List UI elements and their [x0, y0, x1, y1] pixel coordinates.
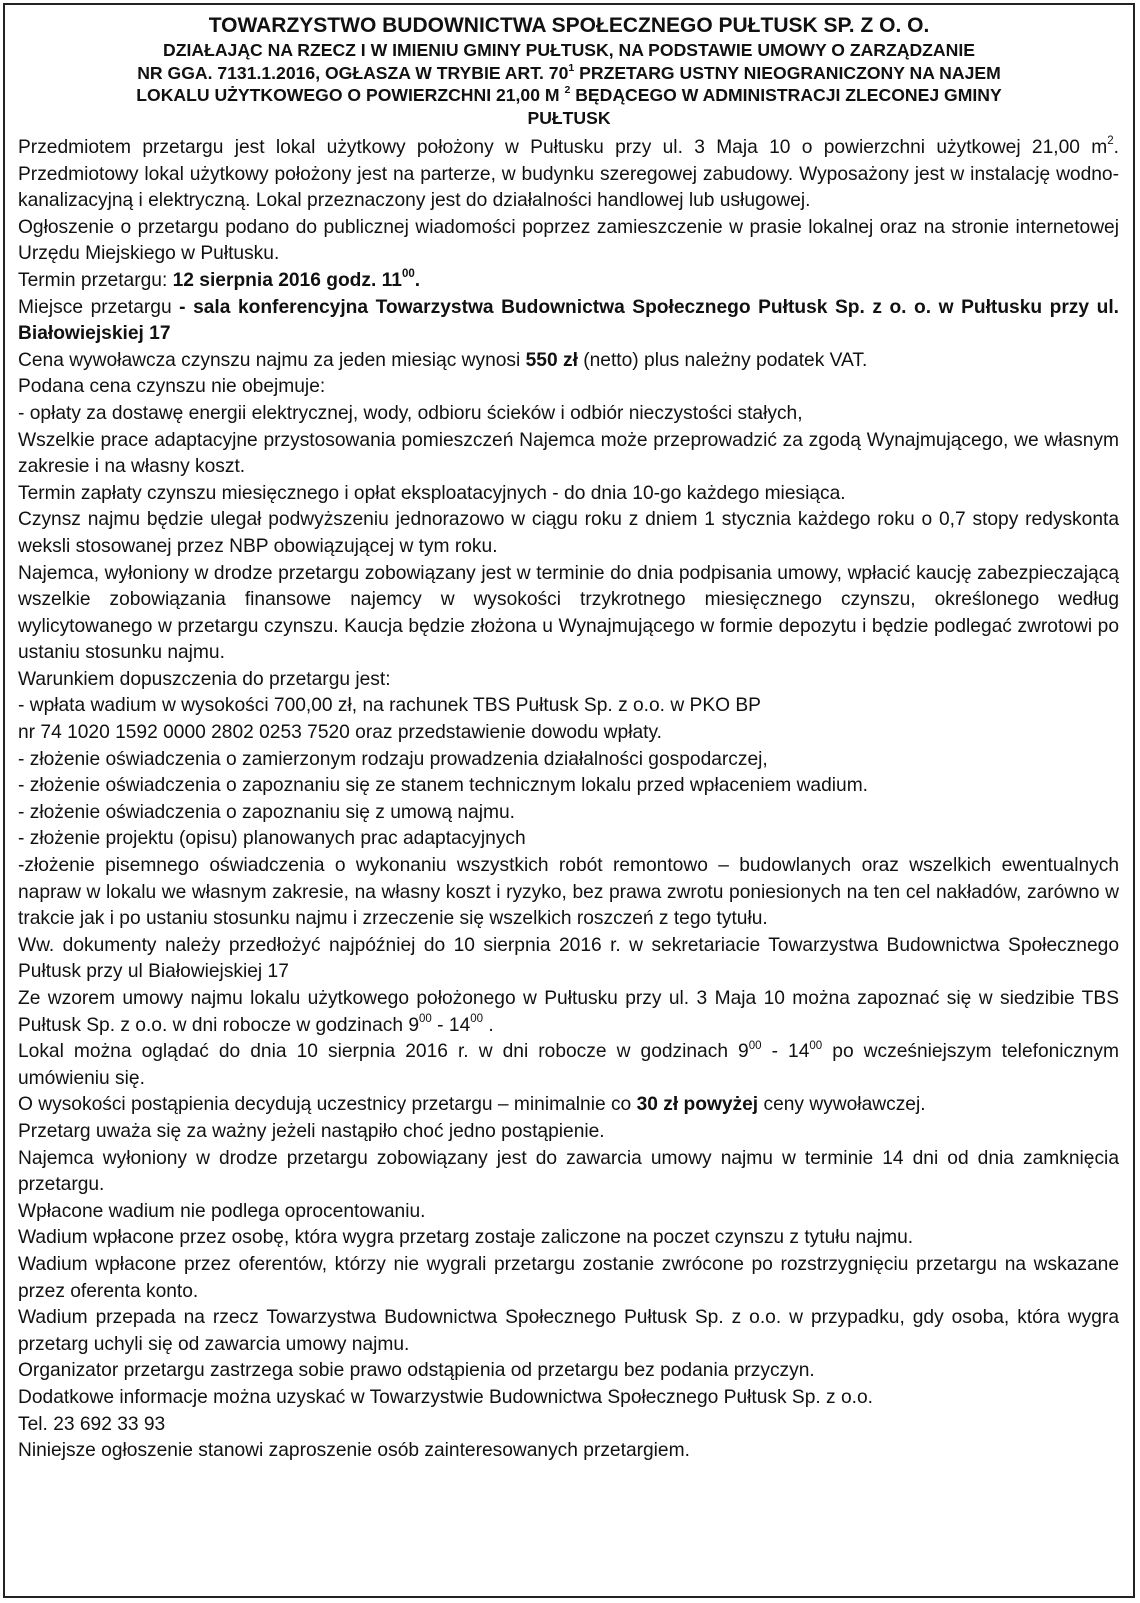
- notice-frame: [3, 3, 1135, 1598]
- list-item: -złożenie pisemnego oświadczenia o wykonaniu wszystkich robót remontowo – budowlanych oraz wszelkich ewentualnych napraw w lokalu we własnym zakresie, na własny koszt i ryzyko, bez prawa zwrotu poniesionych na ten cel nakładów, zarówno w trakcie jak i po ustaniu stosunku najmu i zrzeczenie się wszelkich roszczeń z tego tytułu.: [18, 855, 1119, 930]
- header-line-4: LOKALU UŻYTKOWEGO O POWIERZCHNI 21,00 M $^2$ BĘDĄCEGO W ADMINISTRACJI ZLECONEJ GMINY: [136, 84, 1002, 105]
- paragraph-deposit: Najemca, wyłoniony w drodze przetargu zobowiązany jest w terminie do dnia podpisania umowy, wpłacić kaucję zabezpieczającą wszelkie zobowiązania finansowe najemcy w wysokości trzykrotnego miesięcznego czynszu, określonego według wylicytowanego w przetargu czynszu. Kaucja będzie złożona u Wynajmującego w formie depozytu i będzie podlegać zwrotowi po ustaniu stosunku najmu.: [18, 562, 1119, 664]
- list-item: - opłaty za dostawę energii elektrycznej, wody, odbioru ścieków i odbiór nieczystości stałych,: [18, 402, 803, 424]
- paragraph-invitation: Niniejsze ogłoszenie stanowi zaproszenie osób zainteresowanych przetargiem.: [18, 1440, 690, 1462]
- header-line-3: NR GGA. 7131.1.2016, OGŁASZA W TRYBIE ART. $70^1$ PRZETARG USTNY NIEOGRANICZONY NA NAJEM: [137, 61, 1001, 83]
- list-item: - złożenie projektu (opisu) planowanych prac adaptacyjnych: [18, 828, 526, 850]
- paragraph-conditions: Warunkiem dopuszczenia do przetargu jest:: [18, 668, 391, 690]
- paragraph-contract-deadline: Najemca wyłoniony w drodze przetargu zobowiązany jest do zawarcia umowy najmu w terminie 14 dni od dnia zamknięcia przetargu.: [18, 1147, 1119, 1196]
- paragraph-deposit-return: Wadium wpłacone przez oferentów, którzy nie wygrali przetargu zostanie zwrócone po rozstrzygnięciu przetargu na wskazane przez oferenta konto.: [18, 1253, 1119, 1302]
- paragraph-deposit-credit: Wadium wpłacone przez osobę, która wygra przetarg zostaje zaliczone na poczet czynszu z tytułu najmu.: [18, 1227, 914, 1249]
- company-title: TOWARZYSTWO BUDOWNICTWA SPOŁECZNEGO PUŁTUSK SP. Z O. O.: [208, 14, 930, 37]
- paragraph-withdrawal: Organizator przetargu zastrzega sobie prawo odstąpienia od przetargu bez podania przyczyn.: [18, 1360, 815, 1382]
- paragraph-contract-template: Ze wzorem umowy najmu lokalu użytkowego położonego w Pułtusku przy ul. 3 Maja 10 można zapoznać się w siedzibie TBS Pułtusk Sp. z o.o. w dni robocze w godzinach $9^{00} - 14^{00}$ .: [18, 988, 1119, 1036]
- paragraph-viewing: Lokal można oglądać do dnia 10 sierpnia 2016 r. w dni robocze w godzinach $9^{00} - 14^{00}$ po wcześniejszym telefonicznym umówieniu się.: [18, 1039, 1119, 1089]
- paragraph-publication: Ogłoszenie o przetargu podano do publicznej wiadomości poprzez zamieszczenie w prasie lokalnej oraz na stronie internetowej Urzędu Miejskiego w Pułtusku.: [18, 216, 1119, 265]
- list-item: - wpłata wadium w wysokości 700,00 zł, na rachunek TBS Pułtusk Sp. z o.o. w PKO BP: [18, 695, 761, 717]
- paragraph-subject: Przedmiotem przetargu jest lokal użytkowy położony w Pułtusku przy ul. 3 Maja 10 o powierzchni użytkowej 21,00 $m^2$. Przedmiotowy lokal użytkowy położony jest na parterze, w budynku szeregowej zabudowy. Wyposażony jest w instalację wodno-kanalizacyjną i elektryczną. Lokal przeznaczony jest do działalności handlowej lub usługowej.: [18, 135, 1119, 212]
- list-item: - złożenie oświadczenia o zapoznaniu się ze stanem technicznym lokalu przed wpłaceniem wadium.: [18, 775, 869, 797]
- paragraph-deposit-forfeit: Wadium przepada na rzecz Towarzystwa Budownictwa Społecznego Pułtusk Sp. z o.o. w przypadku, gdy osoba, która wygra przetarg uchyli się od zawarcia umowy najmu.: [18, 1307, 1119, 1355]
- list-item: - złożenie oświadczenia o zamierzonym rodzaju prowadzenia działalności gospodarczej,: [18, 748, 768, 770]
- paragraph-validity: Przetarg uważa się za ważny jeżeli nastąpiło choć jedno postąpienie.: [18, 1120, 605, 1142]
- paragraph-place: Miejsce przetargu - sala konferencyjna Towarzystwa Budownictwa Społecznego Pułtusk Sp. z o. o. w Pułtusku przy ul. Białowiejskiej 17: [18, 296, 1119, 345]
- notice-body: [5, 129, 1133, 1465]
- paragraph-rent-increase: Czynsz najmu będzie ulegał podwyższeniu jednorazowo w ciągu roku z dniem 1 stycznia każdego roku o 0,7 stopy redyskonta weksli stosowanej przez NBP obowiązującej w tym roku.: [18, 509, 1119, 557]
- paragraph-no-interest: Wpłacone wadium nie podlega oprocentowaniu.: [18, 1200, 426, 1222]
- paragraph-bid-increment: O wysokości postąpienia decydują uczestnicy przetargu – minimalnie co 30 zł powyżej ceny wywoławczej.: [18, 1094, 926, 1116]
- phone-number: Tel. 23 692 33 93: [18, 1413, 166, 1435]
- paragraph-payment-term: Termin zapłaty czynszu miesięcznego i opłat eksploatacyjnych - do dnia 10-go każdego miesiąca.: [18, 482, 846, 504]
- paragraph-documents: Ww. dokumenty należy przedłożyć najpóźniej do 10 sierpnia 2016 r. w sekretariacie Towarzystwa Budownictwa Społecznego Pułtusk przy ul Białowiejskiej 17: [18, 934, 1119, 983]
- notice-header: [5, 5, 1133, 129]
- header-line-5: PUŁTUSK: [527, 107, 611, 128]
- list-item: - złożenie oświadczenia o zapoznaniu się z umową najmu.: [18, 801, 516, 823]
- paragraph-date: Termin przetargu: 12 sierpnia 2016 godz. $11^{00}$.: [18, 268, 421, 291]
- paragraph-price: Cena wywoławcza czynszu najmu za jeden miesiąc wynosi 550 zł (netto) plus należny podatek VAT.: [18, 349, 868, 371]
- bank-account: nr 74 1020 1592 0000 2802 0253 7520 oraz przedstawienie dowodu wpłaty.: [18, 722, 662, 744]
- paragraph-contact-info: Dodatkowe informacje można uzyskać w Towarzystwie Budownictwa Społecznego Pułtusk Sp. z o.o.: [18, 1386, 873, 1408]
- paragraph-price-excludes: Podana cena czynszu nie obejmuje:: [18, 376, 326, 398]
- paragraph-adaptation: Wszelkie prace adaptacyjne przystosowania pomieszczeń Najemca może przeprowadzić za zgodą Wynajmującego, we własnym zakresie i na własny koszt.: [18, 429, 1119, 478]
- header-line-2: DZIAŁAJĄC NA RZECZ I W IMIENIU GMINY PUŁTUSK, NA PODSTAWIE UMOWY O ZARZĄDZANIE: [163, 40, 975, 60]
